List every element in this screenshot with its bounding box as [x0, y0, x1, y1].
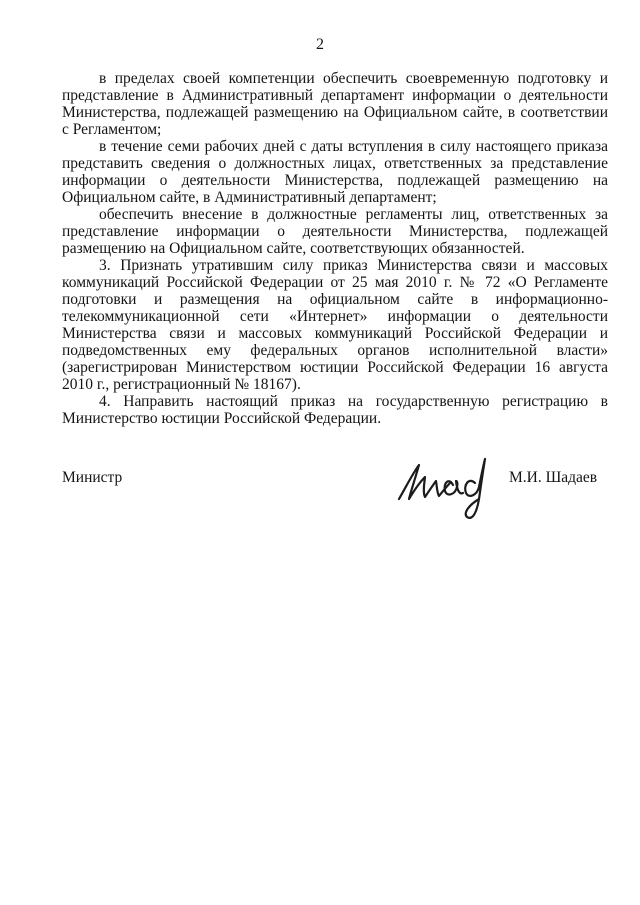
signature-block — [0, 455, 640, 535]
paragraph-1: в пределах своей компетенции обеспечить своевременную подготовку и представление в Административный департамент информации о деятельности Министерства, подлежащей размещению на Официальном сайте, в соответствии с Регламентом; — [62, 70, 608, 138]
document-body — [62, 70, 608, 427]
page-number: 2 — [316, 36, 324, 53]
signer-title: Министр — [62, 469, 123, 486]
paragraph-4: 3. Признать утратившим силу приказ Министерства связи и массовых коммуникаций Российской Федерации от 25 мая 2010 г. № 72 «О Регламенте подготовки и размещения на официальном сайте в информационно-телекоммуникационной сети «Интернет» информации о деятельности Министерства связи и массовых коммуникаций Российской Федерации и подведомственных ему федеральных органов исполнительной власти» (зарегистрирован Министерством юстиции Российской Федерации 16 августа 2010 г., регистрационный № 18167). — [62, 257, 608, 393]
handwritten-signature — [393, 455, 503, 525]
paragraph-3: обеспечить внесение в должностные регламенты лиц, ответственных за представление информации о деятельности Министерства, подлежащей размещению на Официальном сайте, соответствующих обязанностей. — [62, 206, 608, 257]
signer-name: М.И. Шадаев — [509, 469, 598, 486]
paragraph-5: 4. Направить настоящий приказ на государственную регистрацию в Министерство юстиции Российской Федерации. — [62, 393, 608, 427]
paragraph-2: в течение семи рабочих дней с даты вступления в силу настоящего приказа представить сведения о должностных лицах, ответственных за представление информации о деятельности Министерства, подлежащей размещению на Официальном сайте, в Административный департамент; — [62, 138, 608, 206]
